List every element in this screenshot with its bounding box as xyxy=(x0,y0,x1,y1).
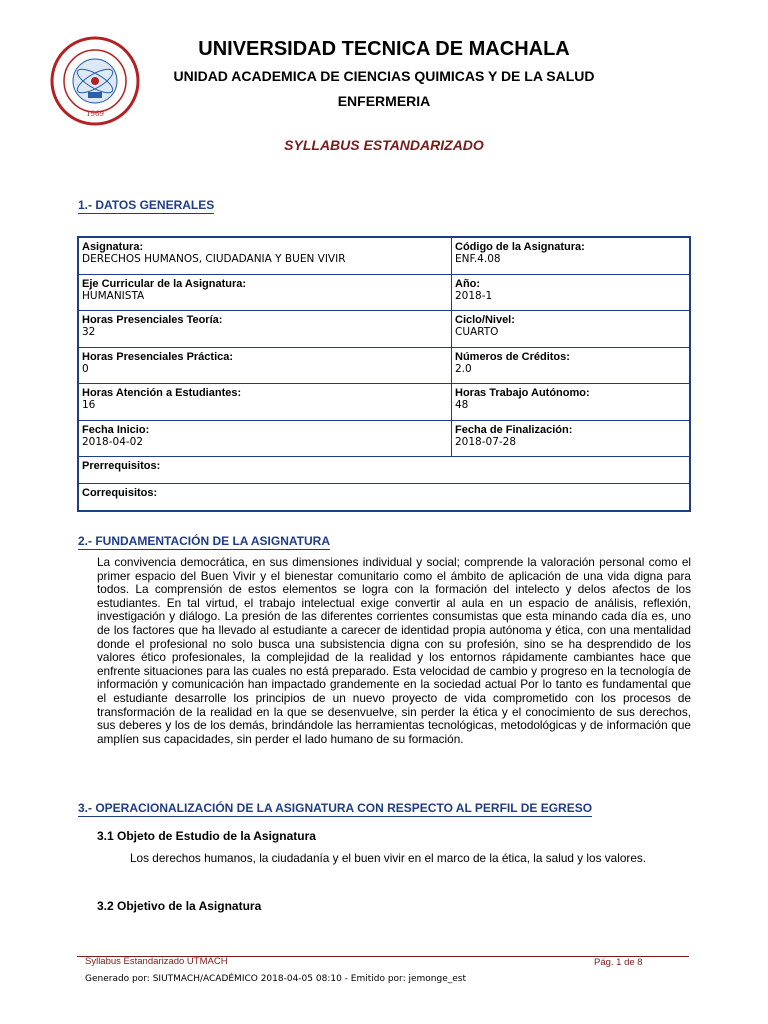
field-value: 2018-04-02 xyxy=(82,435,144,448)
field-value: 2018-1 xyxy=(455,289,493,302)
field-label: Código de la Asignatura: xyxy=(455,241,585,253)
table-cell xyxy=(79,384,452,420)
field-label: Correquisitos: xyxy=(82,486,158,499)
table-cell xyxy=(452,421,689,457)
field-value: CUARTO xyxy=(455,326,499,338)
university-seal-icon xyxy=(50,36,140,126)
document-title: SYLLABUS ESTANDARIZADO xyxy=(284,137,484,153)
university-seal xyxy=(50,36,140,126)
table-cell xyxy=(452,238,689,274)
field-label: Horas Presenciales Teoría: xyxy=(82,314,223,326)
field-value: DERECHOS HUMANOS, CIUDADANIA Y BUEN VIVIR xyxy=(82,253,346,265)
seal-year: 1969 xyxy=(86,110,104,118)
table-cell xyxy=(452,311,689,347)
field-label: Prerrequisitos: xyxy=(82,460,161,472)
table-row xyxy=(79,275,689,312)
table-row xyxy=(79,384,689,421)
table-cell xyxy=(79,348,452,384)
footer-generated-by: Generado por: SIUTMACH/ACADÉMICO 2018-04-05 08:10 - Emitido por: jemonge_est xyxy=(85,974,467,984)
field-label: Año: xyxy=(455,277,481,290)
table-cell xyxy=(452,275,689,311)
table-row xyxy=(79,348,689,385)
table-row-correquisitos xyxy=(79,484,689,511)
field-value: HUMANISTA xyxy=(82,289,145,302)
field-value: 0 xyxy=(82,362,89,375)
table-cell xyxy=(79,311,452,347)
table-cell xyxy=(452,348,689,384)
field-value: 48 xyxy=(455,399,469,411)
field-value: 2.0 xyxy=(455,362,472,375)
footer-page-number: Pág. 1 de 8 xyxy=(594,957,643,968)
academic-unit: UNIDAD ACADEMICA DE CIENCIAS QUIMICAS Y DE LA SALUD xyxy=(173,68,595,84)
field-value: ENF.4.08 xyxy=(455,253,501,265)
table-row xyxy=(79,238,689,275)
table-cell xyxy=(79,275,452,311)
field-label: Ciclo/Nivel: xyxy=(455,314,515,326)
field-label: Eje Curricular de la Asignatura: xyxy=(82,277,247,290)
table-row xyxy=(79,421,689,458)
table-cell xyxy=(79,238,452,274)
table-cell xyxy=(79,421,452,457)
field-label: Fecha de Finalización: xyxy=(455,423,573,436)
table-cell xyxy=(452,384,689,420)
section-heading-operacionalizacion: 3.- OPERACIONALIZACIÓN DE LA ASIGNATURA CON RESPECTO AL PERFIL DE EGRESO xyxy=(78,801,593,815)
footer-document-name: Syllabus Estandarizado UTMACH xyxy=(85,956,228,967)
fundamentacion-paragraph: La convivencia democrática, en sus dimensiones individual y social; comprende la valoración personal como el primer espacio del Buen Vivir y el bienestar comunitario como el ámbito de aplicación de una vida digna para todos. La comprensión de estos elementos se logra con la formación del intelecto y delos afectos de los estudiantes. En tal virtud, el trabajo intelectual exige convertir al aula en un espacio de análisis, reflexión, investigación y diálogo. La presión de las diferentes corrientes consumistas que esta minando cada día es, uno de los factores que ha llevado al estudiante a carecer de identidad propia autónoma y ética, con una mentalidad donde el profesional no solo busca una subsistencia digna con su profesión, sino se ha desprendido de los valores ético profesionales, la complejidad de la realidad y los entornos rápidamente cambiantes hace que enfrente situaciones para las cuales no está preparado. Esta velocidad de cambio y progreso en la tecnología de información y comunicación han impactado grandemente en la sociedad actual Por lo tanto es fundamental que el estudiante desarrolle los principios de un nuevo proyecto de vida comprometido con los procesos de transformación de la realidad en la que se desenvuelve, sin perder la ética y el conocimiento de sus derechos, sus deberes y los de los demás, brindándole las herramientas tecnológicas, metodológicas y de información que amplíen sus capacidades, sin perder el lado humano de su formación. xyxy=(97,555,691,746)
field-label: Números de Créditos: xyxy=(455,350,570,363)
field-value: 16 xyxy=(82,399,96,411)
section-heading-datos-generales: 1.- DATOS GENERALES xyxy=(78,198,215,212)
table-row-prerrequisitos xyxy=(79,457,689,484)
subsection-objetivo-title: 3.2 Objetivo de la Asignatura xyxy=(97,899,262,913)
subsection-objeto-title: 3.1 Objeto de Estudio de la Asignatura xyxy=(97,829,316,843)
field-label: Asignatura: xyxy=(82,241,144,253)
field-label: Horas Presenciales Práctica: xyxy=(82,350,234,363)
field-value: 2018-07-28 xyxy=(455,435,517,448)
field-label: Horas Atención a Estudiantes: xyxy=(82,387,242,399)
table-cell xyxy=(79,484,689,511)
table-cell xyxy=(79,457,689,483)
program-name: ENFERMERIA xyxy=(337,93,431,109)
field-label: Horas Trabajo Autónomo: xyxy=(455,387,590,399)
section-heading-fundamentacion: 2.- FUNDAMENTACIÓN DE LA ASIGNATURA xyxy=(78,534,330,548)
field-label: Fecha Inicio: xyxy=(82,423,150,436)
university-name: UNIVERSIDAD TECNICA DE MACHALA xyxy=(198,38,570,60)
objeto-paragraph: Los derechos humanos, la ciudadanía y el buen vivir en el marco de la ética, la salud y los valores. xyxy=(130,851,647,865)
field-value: 32 xyxy=(82,326,96,338)
table-row xyxy=(79,311,689,348)
datos-generales-table xyxy=(77,236,691,512)
